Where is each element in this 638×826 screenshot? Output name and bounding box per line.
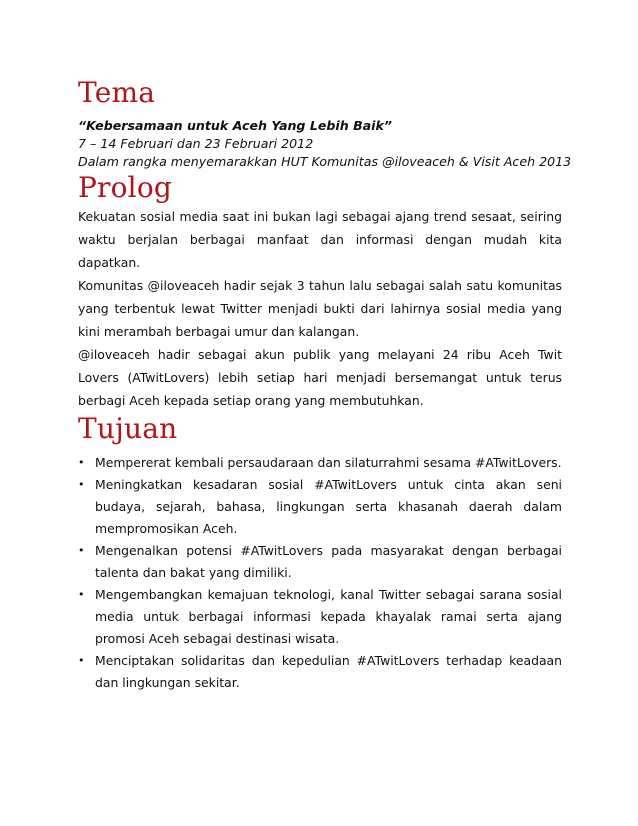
tujuan-item-1: Mempererat kembali persaudaraan dan silaturrahmi sesama #ATwitLovers. xyxy=(95,455,562,470)
bullet-icon: • xyxy=(78,478,85,491)
tujuan-item-5: Menciptakan solidaritas dan kepedulian #ATwitLovers terhadap keadaan dan lingkungan sekitar. xyxy=(95,653,562,690)
list-item xyxy=(78,452,562,474)
list-item xyxy=(78,650,562,694)
tujuan-heading: Tujuan xyxy=(78,412,178,445)
list-item xyxy=(78,540,562,584)
prolog-heading: Prolog xyxy=(78,171,173,204)
tujuan-item-2: Meningkatkan kesadaran sosial #ATwitLovers untuk cinta akan seni budaya, sejarah, bahasa, lingkungan serta khasanah daerah dalam mempromosikan Aceh. xyxy=(95,477,562,536)
list-item xyxy=(78,474,562,540)
prolog-paragraph-2: Komunitas @iloveaceh hadir sejak 3 tahun lalu sebagai salah satu komunitas yang terbentuk lewat Twitter menjadi bukti dari lahirnya sosial media yang kini merambah berbagai umur dan kalangan. xyxy=(78,278,562,339)
bullet-icon: • xyxy=(78,588,85,601)
bullet-icon: • xyxy=(78,456,85,469)
list-item xyxy=(78,584,562,650)
tema-dates: 7 – 14 Februari dan 23 Februari 2012 xyxy=(78,136,314,151)
tema-details xyxy=(78,117,572,171)
tema-heading: Tema xyxy=(78,76,156,109)
prolog-paragraph-3: @iloveaceh hadir sebagai akun publik yang melayani 24 ribu Aceh Twit Lovers (ATwitLovers) lebih setiap hari menjadi bersemangat untuk terus berbagi Aceh kepada setiap orang yang membutuhkan. xyxy=(78,347,562,408)
tujuan-item-4: Mengembangkan kemajuan teknologi, kanal Twitter sebagai sarana sosial media untuk berbagai informasi kepada khayalak ramai serta ajang promosi Aceh sebagai destinasi wisata. xyxy=(95,587,562,646)
tema-context: Dalam rangka menyemarakkan HUT Komunitas @iloveaceh & Visit Aceh 2013 xyxy=(78,154,572,169)
tujuan-list xyxy=(78,452,562,694)
tujuan-item-3: Mengenalkan potensi #ATwitLovers pada masyarakat dengan berbagai talenta dan bakat yang dimiliki. xyxy=(95,543,562,580)
prolog-paragraph-1: Kekuatan sosial media saat ini bukan lagi sebagai ajang trend sesaat, seiring waktu berjalan berbagai manfaat dan informasi dengan mudah kita dapatkan. xyxy=(78,209,562,270)
bullet-icon: • xyxy=(78,654,85,667)
tema-tagline: “Kebersamaan untuk Aceh Yang Lebih Baik” xyxy=(78,118,392,133)
bullet-icon: • xyxy=(78,544,85,557)
